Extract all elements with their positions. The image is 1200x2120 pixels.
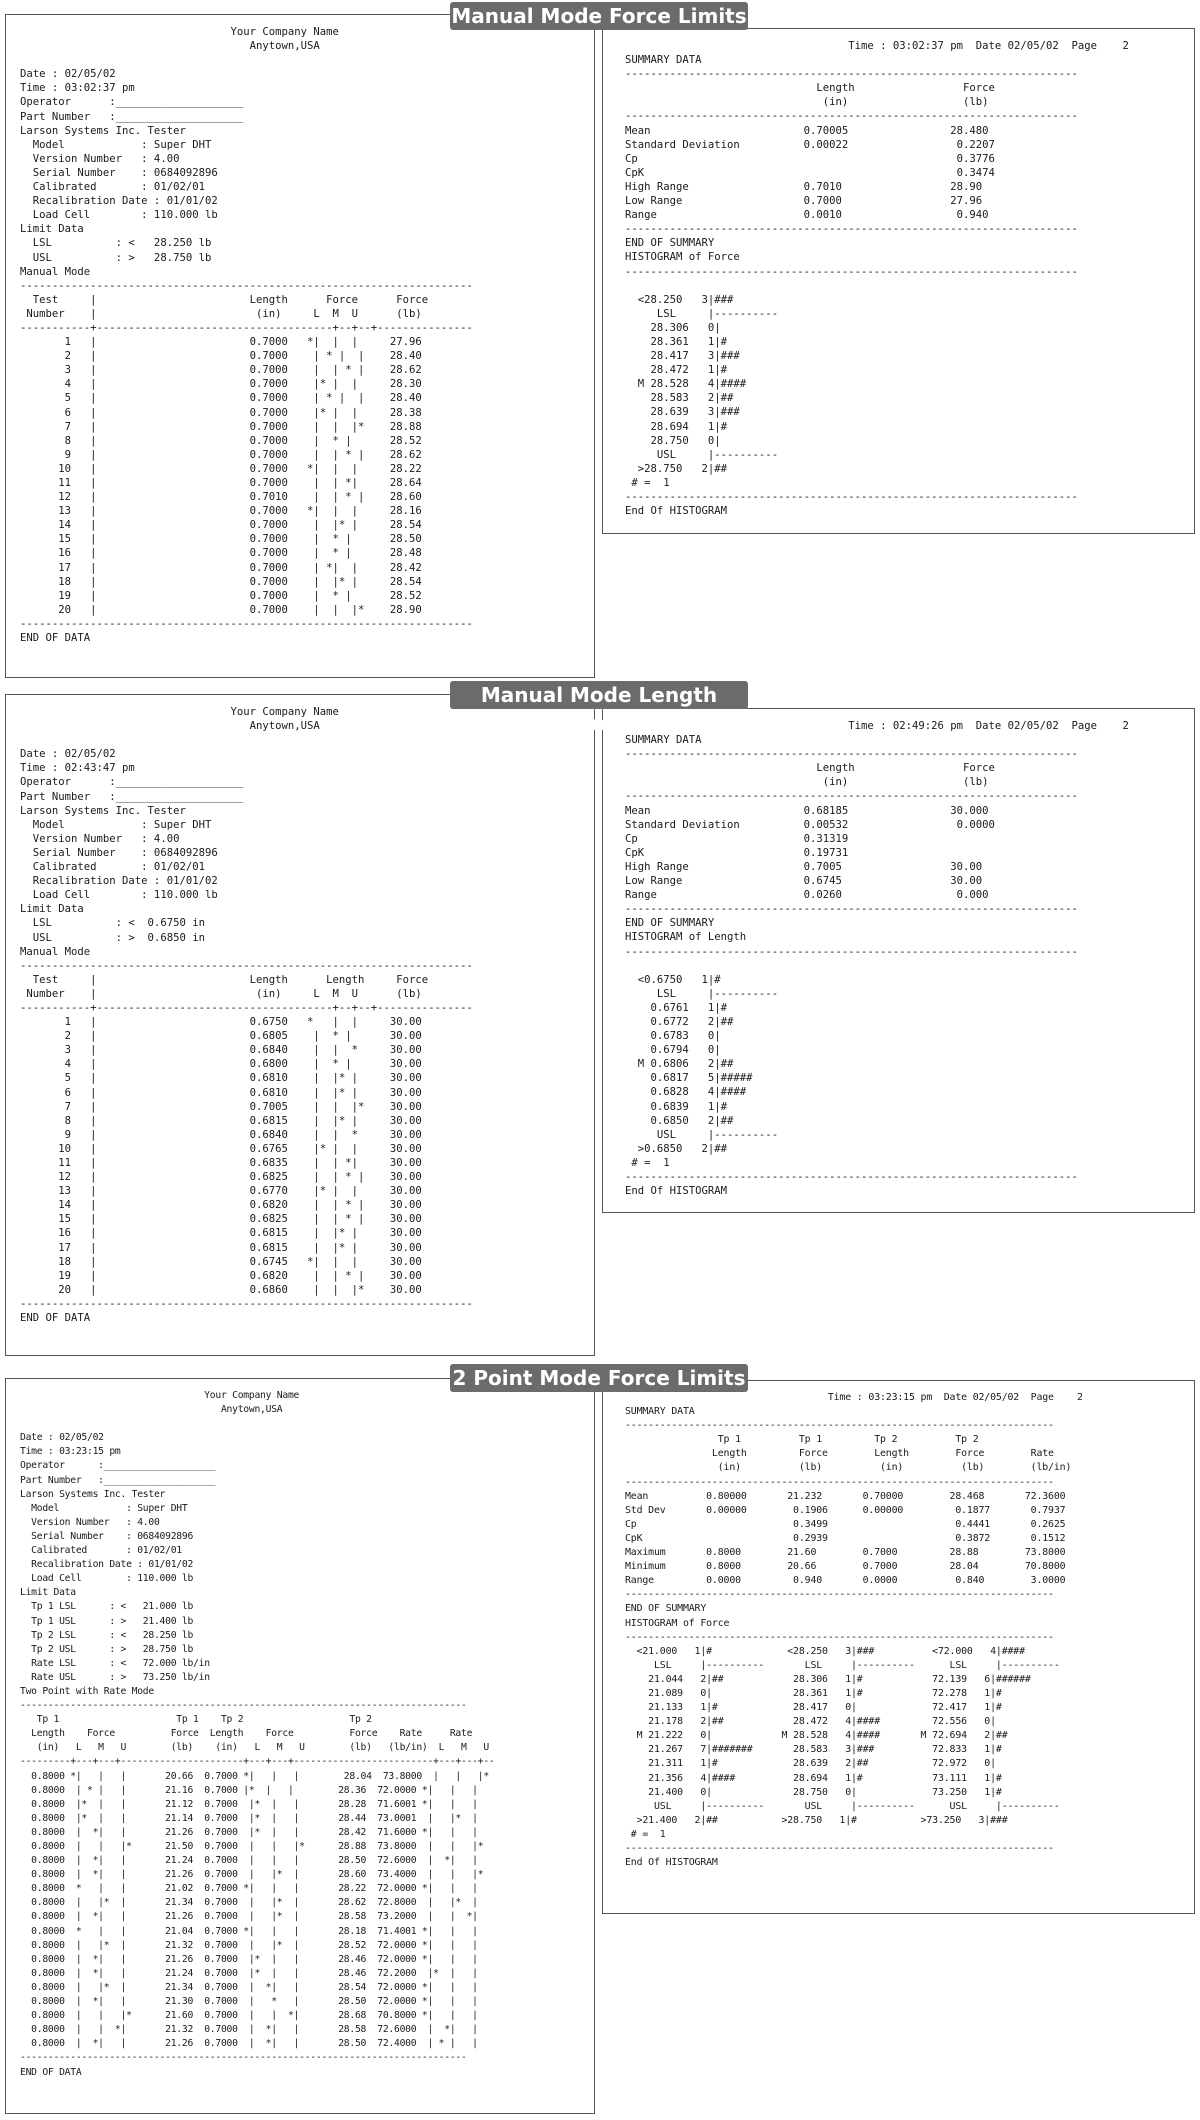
report-line: 2 | 0.6805 | * | 30.00 [20, 1030, 422, 1043]
summary-line: End Of HISTOGRAM [625, 1185, 728, 1198]
report-line: Operator :____________________ [20, 776, 244, 789]
report-line: Rate USL : > 73.250 lb/in [20, 1671, 210, 1683]
summary-line: CpK 0.3474 [625, 166, 995, 179]
summary-line: Length Force [625, 82, 995, 95]
summary-line: 21.267 7|####### 28.583 3|### 72.833 1|# [625, 1744, 1002, 1756]
summary-line: END OF SUMMARY [625, 917, 715, 930]
report-line: Operator :____________________ [20, 96, 244, 109]
summary-line: <21.000 1|# <28.250 3|### <72.000 4|#### [625, 1645, 1025, 1657]
summary-line: 28.472 1|# [625, 364, 728, 377]
summary-line: Cp 0.3499 0.4441 0.2625 [625, 1518, 1066, 1530]
report-line: Date : 02/05/02 [20, 1432, 104, 1444]
summary-line: # = 1 [625, 1828, 666, 1840]
report-line: Tp 2 USL : > 28.750 lb [20, 1643, 194, 1655]
report-line: 7 | 0.7005 | | |* 30.00 [20, 1100, 422, 1113]
report-line: LSL : < 0.6750 in [20, 917, 205, 930]
report-line: 0.8000 * | | 21.04 0.7000 *| | | 28.18 71.4001 *| | | [20, 1925, 478, 1937]
report-line: 0.8000 | *| | 21.24 0.7000 |* | | 28.46 72.2000 |* | | [20, 1967, 478, 1979]
summary-line: 21.311 1|# 28.639 2|## 72.972 0| [625, 1758, 996, 1770]
report-line: 19 | 0.7000 | * | 28.52 [20, 589, 422, 602]
summary-report-panel [602, 708, 1195, 1213]
report-line: 5 | 0.6810 | |* | 30.00 [20, 1072, 422, 1085]
report-line: 0.8000 | *| | 21.26 0.7000 | *| | 28.50 72.4000 | * | | [20, 2038, 478, 2050]
summary-line: CpK 0.2939 0.3872 0.1512 [625, 1532, 1066, 1544]
report-line: 3 | 0.6840 | | * 30.00 [20, 1044, 422, 1057]
report-line: 20 | 0.6860 | | |* 30.00 [20, 1283, 422, 1296]
report-line: Time : 02:43:47 pm [20, 762, 135, 775]
summary-line: ----------------------------------------------------------------------- [625, 491, 1078, 503]
report-line: 15 | 0.6825 | | * | 30.00 [20, 1213, 422, 1226]
report-line: 0.8000 | *| | 21.30 0.7000 | * | 28.50 72.0000 *| | | [20, 1996, 478, 2008]
summary-line: SUMMARY DATA [625, 734, 702, 747]
summary-line: USL |---------- [625, 448, 779, 461]
report-line: Anytown,USA [20, 1404, 283, 1416]
summary-line: (in) (lb) [625, 96, 989, 109]
data-report-panel [5, 694, 595, 1356]
report-line: 7 | 0.7000 | | |* 28.88 [20, 420, 422, 433]
report-line: Version Number : 4.00 [20, 832, 180, 845]
summary-line: ----------------------------------------------------------------------- [625, 265, 1078, 278]
report-line: Manual Mode [20, 265, 91, 278]
report-line: 1 | 0.7000 *| | | 27.96 [20, 336, 422, 349]
summary-line: Length Force [625, 762, 995, 775]
report-line: 10 | 0.6765 |* | | 30.00 [20, 1142, 422, 1155]
report-line: 0.8000 | |* | 21.34 0.7000 | *| | 28.54 72.0000 *| | | [20, 1981, 478, 1993]
report-line: 16 | 0.7000 | * | 28.48 [20, 547, 422, 560]
report-line: 4 | 0.6800 | * | 30.00 [20, 1058, 422, 1071]
report-line: Recalibration Date : 01/01/02 [20, 875, 218, 888]
summary-line: HISTOGRAM of Length [625, 931, 747, 944]
summary-line: 28.361 1|# [625, 335, 728, 348]
report-line: Tp 1 USL : > 21.400 lb [20, 1615, 194, 1627]
report-line: USL : > 28.750 lb [20, 251, 212, 264]
report-line: 14 | 0.6820 | | * | 30.00 [20, 1199, 422, 1212]
summary-line: # = 1 [625, 476, 670, 489]
report-line: ----------------------------------------------------------------------- [20, 279, 473, 292]
report-line: 1 | 0.6750 * | | 30.00 [20, 1016, 422, 1029]
data-report-panel [5, 14, 595, 678]
report-line: 0.8000 | *| | 21.24 0.7000 | | | 28.50 72.6000 | *| | [20, 1855, 478, 1867]
report-line: 12 | 0.6825 | | * | 30.00 [20, 1171, 422, 1184]
report-line: Test | Length Length Force [20, 973, 429, 986]
report-line: Tp 1 LSL : < 21.000 lb [20, 1601, 194, 1613]
report-line: Rate LSL : < 72.000 lb/in [20, 1657, 210, 1669]
summary-line: <28.250 3|### [625, 293, 734, 306]
report-line: 6 | 0.6810 | |* | 30.00 [20, 1086, 422, 1099]
summary-line: Tp 1 Tp 1 Tp 2 Tp 2 [625, 1434, 979, 1446]
report-line: 0.8000 | | |* 21.50 0.7000 | | |* 28.88 73.8000 | | |* [20, 1841, 484, 1852]
summary-line: End Of HISTOGRAM [625, 505, 728, 518]
summary-line: ----------------------------------------------------------------------- [625, 110, 1078, 123]
summary-line: Range 0.0000 0.940 0.0000 0.840 3.0000 [625, 1575, 1066, 1587]
summary-line: 21.356 4|#### 28.694 1|# 73.111 1|# [625, 1772, 1002, 1784]
report-line: 13 | 0.6770 |* | | 30.00 [20, 1185, 422, 1198]
summary-line: Mean 0.70005 28.480 [625, 124, 989, 137]
report-line: 9 | 0.6840 | | * 30.00 [20, 1128, 422, 1141]
summary-line: ----------------------------------------------------------------------- [625, 790, 1078, 803]
summary-line: M 28.528 4|#### [625, 378, 747, 391]
summary-line: (in) (lb) (in) (lb) (lb/in) [625, 1462, 1072, 1474]
report-line: 11 | 0.6835 | | *| 30.00 [20, 1157, 422, 1169]
section-title-manual-length: Manual Mode Length Limits [450, 681, 748, 709]
report-line: 18 | 0.6745 *| | | 30.00 [20, 1255, 422, 1268]
report-line: 0.8000 |* | | 21.12 0.7000 |* | | 28.28 71.6001 *| | | [20, 1798, 478, 1810]
summary-line: LSL |---------- [625, 307, 779, 320]
summary-line: Std Dev 0.00000 0.1906 0.00000 0.1877 0.7937 [625, 1504, 1066, 1516]
summary-report [603, 1381, 1194, 1876]
summary-line: SUMMARY DATA [625, 1406, 695, 1418]
summary-line: ----------------------------------------------------------------------- [625, 903, 1078, 916]
summary-report [603, 709, 1194, 1204]
report-line: Test | Length Force Force [20, 293, 429, 306]
report-line: Manual Mode [20, 945, 91, 958]
summary-line: ----------------------------------------------------------------------- [625, 223, 1078, 236]
summary-line: LSL |---------- [625, 987, 779, 1000]
report-line: ---------+---+---+----------------------+---+---+-------------------------+---+---+-- [20, 1756, 495, 1768]
report-line: Length Force Force Length Force Force Rate Rate [20, 1728, 473, 1740]
report-line: -------------------------------------------------------------------------------- [20, 1700, 467, 1712]
summary-line: ----------------------------------------------------------------------- [625, 748, 1078, 761]
summary-line: End Of HISTOGRAM [625, 1857, 718, 1869]
report-line: 2 | 0.7000 | * | | 28.40 [20, 350, 422, 363]
report-line: -----------+-------------------------------------+--+--+--------------- [20, 321, 473, 334]
report-line: 0.8000 | *| | 21.26 0.7000 | |* | 28.60 73.4000 | | |* [20, 1869, 484, 1881]
report-line: Recalibration Date : 01/01/02 [20, 195, 218, 208]
report-line: Date : 02/05/02 [20, 748, 116, 761]
report-line: Load Cell : 110.000 lb [20, 889, 218, 902]
report-line: 18 | 0.7000 | |* | 28.54 [20, 575, 422, 588]
summary-line: HISTOGRAM of Force [625, 1617, 730, 1629]
summary-line: -------------------------------------------------------------------------- [625, 1843, 1054, 1854]
summary-line: >28.750 2|## [625, 462, 728, 475]
summary-line: Length Force Length Force Rate [625, 1448, 1054, 1460]
summary-line: -------------------------------------------------------------------------- [625, 1589, 1054, 1601]
report-line: Version Number : 4.00 [20, 152, 180, 165]
report-line: 11 | 0.7000 | | *| 28.64 [20, 477, 422, 489]
report-line: Two Point with Rate Mode [20, 1685, 154, 1697]
summary-line: END OF SUMMARY [625, 1603, 707, 1615]
report-line: Load Cell : 110.000 lb [20, 1573, 194, 1585]
summary-line: 0.6772 2|## [625, 1015, 734, 1028]
report-line: 0.8000 | |* | 21.34 0.7000 | |* | 28.62 72.8000 | |* | [20, 1897, 478, 1909]
summary-line: 21.133 1|# 28.417 0| 72.417 1|# [625, 1702, 1002, 1714]
section-title-manual-force: Manual Mode Force Limits [451, 4, 747, 28]
summary-line: Range 0.0010 0.940 [625, 209, 989, 222]
report-line: 15 | 0.7000 | * | 28.50 [20, 533, 422, 546]
data-report [6, 15, 594, 651]
summary-line: Minimum 0.8000 20.66 0.7000 28.04 70.8000 [625, 1561, 1066, 1573]
summary-line: M 21.222 0| M 28.528 4|#### M 72.694 2|## [625, 1730, 1008, 1742]
summary-line: 28.306 0| [625, 321, 721, 334]
report-line: Larson Systems Inc. Tester [20, 1488, 166, 1500]
summary-line: ----------------------------------------------------------------------- [625, 945, 1078, 958]
data-report [6, 695, 594, 1331]
summary-line: SUMMARY DATA [625, 54, 702, 67]
summary-line: >21.400 2|## >28.750 1|# >73.250 3|### [625, 1814, 1008, 1826]
data-report [6, 1379, 594, 2086]
summary-line: 28.750 0| [625, 434, 721, 447]
report-line: ----------------------------------------------------------------------- [20, 1297, 473, 1310]
report-line: Date : 02/05/02 [20, 68, 116, 81]
summary-line: High Range 0.7010 28.90 [625, 180, 983, 193]
summary-line: 21.400 0| 28.750 0| 73.250 1|# [625, 1786, 1002, 1798]
report-line: Serial Number : 0684092896 [20, 846, 218, 859]
summary-line: 28.583 2|## [625, 392, 734, 405]
summary-line: Time : 02:49:26 pm Date 02/05/02 Page 2 [625, 720, 1129, 732]
report-line: 0.8000 | | *| 21.32 0.7000 | *| | 28.58 72.6000 | *| | [20, 2024, 478, 2036]
report-line: END OF DATA [20, 2066, 82, 2078]
report-line: Serial Number : 0684092896 [20, 1530, 194, 1542]
report-line: 6 | 0.7000 |* | | 28.38 [20, 406, 422, 419]
summary-report [603, 29, 1194, 524]
report-line: 0.8000 | |* | 21.32 0.7000 | |* | 28.52 72.0000 *| | | [20, 1939, 478, 1951]
summary-line: # = 1 [625, 1156, 670, 1169]
report-line: -----------+-------------------------------------+--+--+--------------- [20, 1001, 473, 1014]
report-line: Calibrated : 01/02/01 [20, 181, 205, 194]
report-line: Your Company Name [20, 26, 339, 38]
report-line: 0.8000 | *| | 21.26 0.7000 |* | | 28.42 71.6000 *| | | [20, 1826, 478, 1838]
summary-line: (in) (lb) [625, 776, 989, 789]
report-line: Limit Data [20, 223, 84, 236]
report-line: 5 | 0.7000 | * | | 28.40 [20, 392, 422, 405]
report-line: 8 | 0.7000 | * | 28.52 [20, 434, 422, 447]
report-line: Tp 2 LSL : < 28.250 lb [20, 1629, 194, 1641]
summary-line: END OF SUMMARY [625, 237, 715, 250]
report-line: Serial Number : 0684092896 [20, 166, 218, 179]
report-line: 19 | 0.6820 | | * | 30.00 [20, 1269, 422, 1282]
summary-line: Mean 0.80000 21.232 0.70000 28.468 72.3600 [625, 1490, 1066, 1502]
report-line: 16 | 0.6815 | |* | 30.00 [20, 1227, 422, 1240]
report-line: Version Number : 4.00 [20, 1516, 160, 1528]
summary-line: Time : 03:23:15 pm Date 02/05/02 Page 2 [625, 1392, 1083, 1403]
report-line: Anytown,USA [20, 720, 320, 733]
summary-line: -------------------------------------------------------------------------- [625, 1631, 1054, 1643]
report-line: Limit Data [20, 903, 84, 916]
report-line: Operator :____________________ [20, 1460, 216, 1472]
summary-line: 21.089 0| 28.361 1|# 72.278 1|# [625, 1687, 1002, 1699]
report-line: Larson Systems Inc. Tester [20, 804, 186, 817]
summary-line: 0.6794 0| [625, 1044, 721, 1057]
report-line: LSL : < 28.250 lb [20, 237, 212, 250]
summary-line: CpK 0.19731 [625, 846, 849, 859]
report-line: 9 | 0.7000 | | * | 28.62 [20, 448, 422, 461]
summary-line: ----------------------------------------------------------------------- [625, 1171, 1078, 1183]
summary-line: 21.178 2|## 28.472 4|#### 72.556 0| [625, 1716, 996, 1728]
summary-line: -------------------------------------------------------------------------- [625, 1420, 1054, 1432]
report-line: 20 | 0.7000 | | |* 28.90 [20, 603, 422, 616]
report-line: -------------------------------------------------------------------------------- [20, 2052, 467, 2064]
report-line: 17 | 0.7000 | *| | 28.42 [20, 561, 422, 574]
report-line: 17 | 0.6815 | |* | 30.00 [20, 1241, 422, 1254]
report-line: 8 | 0.6815 | |* | 30.00 [20, 1114, 422, 1127]
report-line: Limit Data [20, 1587, 76, 1599]
report-line: 0.8000 | *| | 21.26 0.7000 |* | | 28.46 72.0000 *| | | [20, 1953, 478, 1965]
summary-line: USL |---------- USL |---------- USL |---------- [625, 1800, 1060, 1812]
summary-line: Low Range 0.6745 30.00 [625, 875, 983, 888]
report-line: Time : 03:02:37 pm [20, 82, 135, 95]
report-line: 0.8000 |* | | 21.14 0.7000 |* | | 28.44 73.0001 | |* | [20, 1812, 478, 1824]
report-line: 13 | 0.7000 *| | | 28.16 [20, 505, 422, 518]
summary-line: 28.417 3|### [625, 350, 740, 363]
summary-line: Mean 0.68185 30.000 [625, 804, 989, 817]
summary-report-panel [602, 28, 1195, 534]
report-line: Load Cell : 110.000 lb [20, 209, 218, 222]
report-line: 0.8000 * | | 21.02 0.7000 *| | | 28.22 72.0000 *| | | [20, 1883, 478, 1895]
report-line: Model : Super DHT [20, 818, 212, 831]
summary-line: LSL |---------- LSL |---------- LSL |---------- [625, 1659, 1060, 1671]
report-line: 0.8000 | *| | 21.26 0.7000 | |* | 28.58 73.2000 | | *| [20, 1911, 478, 1923]
report-line: (in) L M U (lb) (in) L M U (lb) (lb/in) L M U [20, 1742, 489, 1754]
summary-line: 0.6761 1|# [625, 1001, 728, 1014]
summary-line: Maximum 0.8000 21.60 0.7000 28.88 73.8000 [625, 1547, 1066, 1559]
summary-line: 0.6839 1|# [625, 1100, 728, 1113]
report-line: 4 | 0.7000 |* | | 28.30 [20, 378, 422, 391]
summary-line: Low Range 0.7000 27.96 [625, 195, 983, 208]
report-line: ----------------------------------------------------------------------- [20, 617, 473, 630]
report-line: END OF DATA [20, 1312, 91, 1325]
report-line: Your Company Name [20, 706, 339, 718]
report-line: Anytown,USA [20, 40, 320, 53]
report-line: Time : 03:23:15 pm [20, 1446, 121, 1458]
report-line: Tp 1 Tp 1 Tp 2 Tp 2 [20, 1714, 372, 1726]
section-title-two-point-force: 2 Point Mode Force Limits [450, 1364, 748, 1392]
summary-line: 0.6828 4|#### [625, 1086, 747, 1099]
summary-line: >0.6850 2|## [625, 1142, 728, 1155]
report-line: END OF DATA [20, 632, 91, 645]
report-line: 0.8000 | | |* 21.60 0.7000 | | *| 28.68 70.8000 *| | | [20, 2010, 478, 2022]
summary-line: 28.639 3|### [625, 406, 740, 419]
report-line: Part Number :____________________ [20, 790, 244, 803]
report-line: 3 | 0.7000 | | * | 28.62 [20, 364, 422, 377]
report-line: Recalibration Date : 01/01/02 [20, 1559, 194, 1571]
report-line: Model : Super DHT [20, 1502, 188, 1514]
report-line: 12 | 0.7010 | | * | 28.60 [20, 491, 422, 504]
report-line: Number | (in) L M U (lb) [20, 987, 422, 1000]
summary-line: Cp 0.31319 [625, 832, 849, 845]
summary-line: Standard Deviation 0.00022 0.2207 [625, 138, 995, 151]
report-line: Calibrated : 01/02/01 [20, 1545, 182, 1557]
report-line: Your Company Name [20, 1390, 300, 1401]
report-line: Larson Systems Inc. Tester [20, 124, 186, 137]
summary-line: 0.6850 2|## [625, 1114, 734, 1127]
summary-line: ----------------------------------------------------------------------- [625, 68, 1078, 81]
report-line: Number | (in) L M U (lb) [20, 307, 422, 320]
report-line: 0.8000 | * | | 21.16 0.7000 |* | | 28.36 72.0000 *| | | [20, 1784, 478, 1796]
summary-line: <0.6750 1|# [625, 973, 721, 986]
summary-line: 21.044 2|## 28.306 1|# 72.139 6|###### [625, 1673, 1031, 1685]
report-line: Calibrated : 01/02/01 [20, 861, 205, 874]
summary-line: USL |---------- [625, 1128, 779, 1141]
report-line: Part Number :____________________ [20, 110, 244, 123]
summary-line: Range 0.0260 0.000 [625, 889, 989, 902]
report-line: ----------------------------------------------------------------------- [20, 959, 473, 972]
report-line: 0.8000 *| | | 20.66 0.7000 *| | | 28.04 73.8000 | | |* [20, 1770, 489, 1782]
summary-line: M 0.6806 2|## [625, 1058, 734, 1071]
report-line: 14 | 0.7000 | |* | 28.54 [20, 519, 422, 532]
summary-line: Standard Deviation 0.00532 0.0000 [625, 818, 995, 831]
summary-line: HISTOGRAM of Force [625, 251, 740, 264]
summary-line: 0.6817 5|##### [625, 1072, 753, 1085]
summary-line: 28.694 1|# [625, 420, 728, 433]
summary-line: Time : 03:02:37 pm Date 02/05/02 Page 2 [625, 40, 1129, 52]
data-report-panel [5, 1378, 595, 2114]
report-line: Model : Super DHT [20, 138, 212, 151]
summary-report-panel [602, 1380, 1195, 1914]
report-line: 10 | 0.7000 *| | | 28.22 [20, 462, 422, 475]
summary-line: Cp 0.3776 [625, 152, 995, 165]
summary-line: -------------------------------------------------------------------------- [625, 1476, 1054, 1488]
summary-line: 0.6783 0| [625, 1030, 721, 1043]
summary-line: High Range 0.7005 30.00 [625, 860, 983, 873]
report-line: USL : > 0.6850 in [20, 931, 205, 944]
report-line: Part Number :____________________ [20, 1474, 216, 1486]
